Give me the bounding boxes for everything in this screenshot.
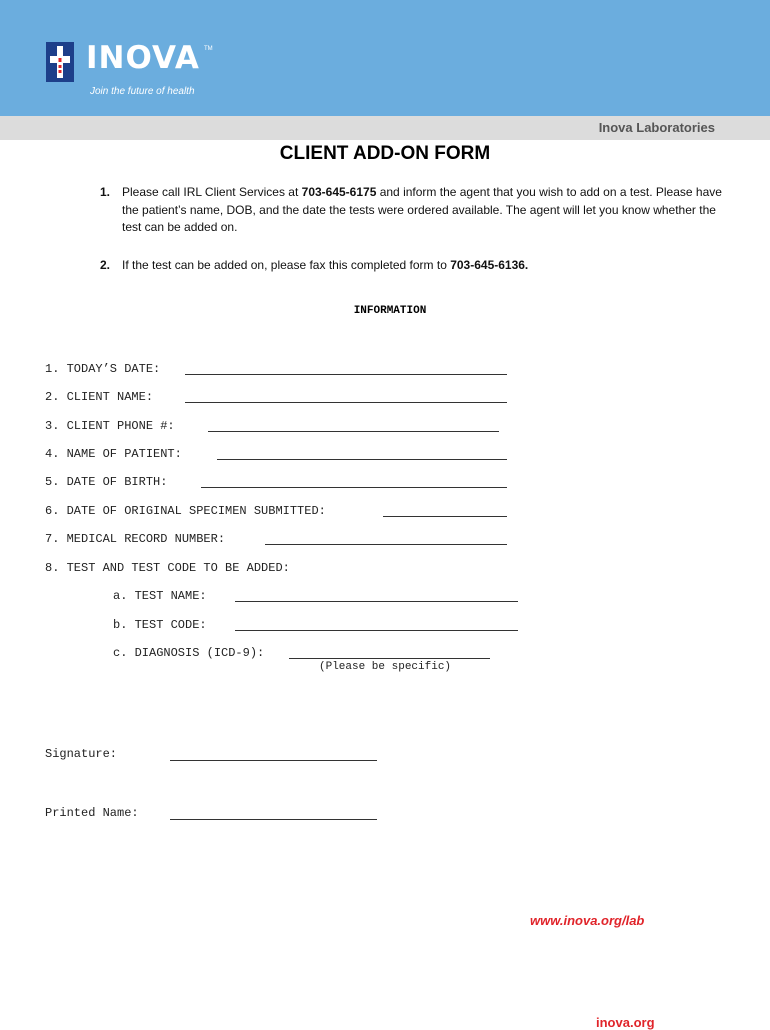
patient-name-input-line[interactable]	[217, 459, 507, 460]
footer-website-link[interactable]: inova.org	[596, 1015, 655, 1030]
test-name-label: a. TEST NAME:	[113, 589, 207, 603]
diagnosis-hint: (Please be specific)	[319, 661, 452, 673]
instruction-1	[100, 184, 730, 237]
brand-name: INOVA	[86, 40, 200, 76]
specimen-date-label: 6. DATE OF ORIGINAL SPECIMEN SUBMITTED:	[45, 504, 326, 518]
specimen-date-input-line[interactable]	[383, 516, 507, 517]
todays-date-input-line[interactable]	[185, 374, 507, 375]
instruction-2	[100, 257, 730, 275]
lab-name: Inova Laboratories	[598, 120, 715, 135]
diagnosis-label: c. DIAGNOSIS (ICD-9):	[113, 646, 265, 660]
medical-record-label: 7. MEDICAL RECORD NUMBER:	[45, 532, 226, 546]
section-title: INFORMATION	[353, 305, 427, 317]
client-name-label: 2. CLIENT NAME:	[45, 390, 154, 404]
instruction-text: Please call IRL Client Services at	[122, 185, 302, 199]
client-name-input-line[interactable]	[185, 402, 507, 403]
test-code-label: b. TEST CODE:	[113, 618, 207, 632]
printed-name-label: Printed Name:	[45, 806, 139, 820]
diagnosis-input-line[interactable]	[289, 658, 490, 659]
client-phone-label: 3. CLIENT PHONE #:	[45, 419, 175, 433]
trademark: TM	[204, 46, 213, 52]
patient-name-label: 4. NAME OF PATIENT:	[45, 447, 182, 461]
instruction-text: If the test can be added on, please fax this completed form to	[122, 258, 451, 272]
fax-number: 703-645-6136.	[450, 258, 529, 272]
inova-cross-icon	[46, 42, 74, 82]
instruction-text: and inform the agent that you wish to add on a test. Please have the patient’s name, DOB, and the date the tests were ordered available. The agent will let you know whether the test can be added on.	[122, 185, 722, 234]
instruction-number: 1.	[100, 185, 111, 199]
test-to-add-label: 8. TEST AND TEST CODE TO BE ADDED:	[45, 561, 290, 575]
test-code-input-line[interactable]	[235, 630, 518, 631]
date-of-birth-label: 5. DATE OF BIRTH:	[45, 475, 168, 489]
test-name-input-line[interactable]	[235, 601, 518, 602]
website-link[interactable]: www.inova.org/lab	[530, 913, 645, 928]
client-phone-input-line[interactable]	[208, 431, 499, 432]
form-title: CLIENT ADD-ON FORM	[279, 143, 491, 164]
date-of-birth-input-line[interactable]	[201, 487, 507, 488]
header-banner	[0, 0, 770, 116]
signature-input-line[interactable]	[170, 760, 377, 761]
printed-name-input-line[interactable]	[170, 819, 377, 820]
todays-date-label: 1. TODAY’S DATE:	[45, 362, 161, 376]
medical-record-input-line[interactable]	[265, 544, 507, 545]
tagline: Join the future of health	[90, 86, 195, 97]
phone-number: 703-645-6175	[301, 185, 377, 199]
signature-label: Signature:	[45, 747, 118, 761]
instruction-number: 2.	[100, 258, 111, 272]
